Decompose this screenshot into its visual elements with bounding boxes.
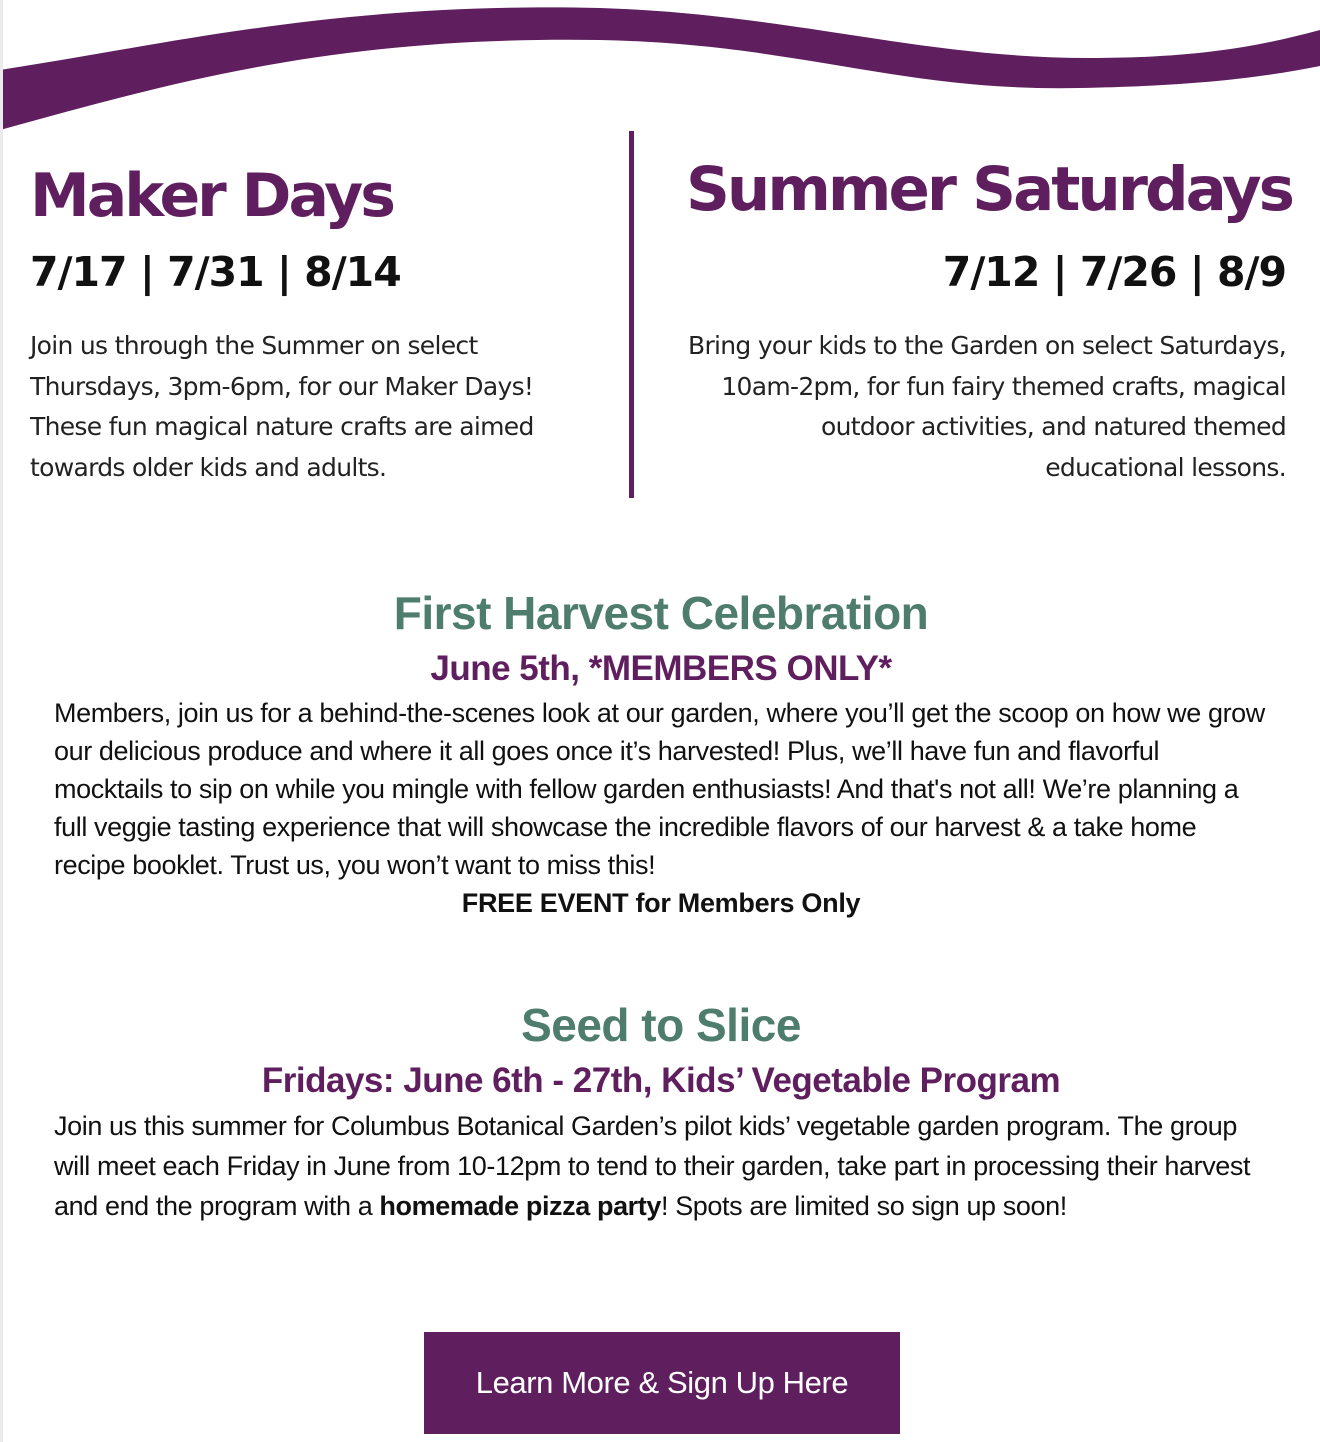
first-harvest-title: First Harvest Celebration: [393, 587, 929, 639]
maker-days-description: Join us through the Summer on select Thursdays, 3pm-6pm, for our Maker Days! These fun magical nature crafts are aimed towards older kids and adults.: [30, 331, 534, 482]
summer-saturdays-dates: 7/12 | 7/26 | 8/9: [942, 248, 1286, 296]
page-edge: [0, 0, 3, 1442]
seed-to-slice-description: [54, 1106, 1268, 1226]
summer-saturdays-section: [686, 150, 1292, 488]
seed-to-slice-description-end: ! Spots are limited so sign up soon!: [661, 1191, 1067, 1221]
pizza-party-highlight: homemade pizza party: [379, 1191, 661, 1221]
summer-saturdays-title: Summer Saturdays: [686, 154, 1292, 225]
seed-to-slice-description-start: Join us this summer for Columbus Botanical Garden’s pilot kids’ vegetable garden program. The group will meet each Friday in June from 10-12pm to tend to their garden, take part in processing their harvest and end the program with a: [54, 1111, 1251, 1221]
first-harvest-section: [54, 582, 1268, 922]
learn-more-sign-up-button[interactable]: Learn More & Sign Up Here: [424, 1332, 900, 1434]
column-divider: [629, 131, 634, 498]
wave-shape: [0, 7, 1320, 130]
seed-to-slice-section: [54, 994, 1268, 1226]
maker-days-title: Maker Days: [30, 161, 393, 231]
first-harvest-description: Members, join us for a behind-the-scenes look at our garden, where you’ll get the scoop on how we grow our delicious produce and where it all goes once it’s harvested! Plus, we’ll have fun and flavorful mocktails to sip on while you mingle with fellow garden enthusiasts! And that's not all! We’re planning a full veggie tasting experience that will showcase the incredible flavors of our harvest & a take home recipe booklet. Trust us, you won’t want to miss this!: [54, 698, 1265, 880]
top-wave-banner: [0, 0, 1320, 140]
first-harvest-subtitle: June 5th, *MEMBERS ONLY*: [430, 649, 892, 688]
seed-to-slice-subtitle: Fridays: June 6th - 27th, Kids’ Vegetable Program: [261, 1061, 1061, 1100]
maker-days-section: [30, 150, 630, 488]
first-harvest-note: FREE EVENT for Members Only: [461, 888, 861, 918]
maker-days-dates: 7/17 | 7/31 | 8/14: [30, 248, 401, 296]
summer-saturdays-description: Bring your kids to the Garden on select Saturdays, 10am-2pm, for fun fairy themed crafts, magical outdoor activities, and natured themed educational lessons.: [688, 331, 1286, 482]
seed-to-slice-title: Seed to Slice: [521, 999, 801, 1051]
